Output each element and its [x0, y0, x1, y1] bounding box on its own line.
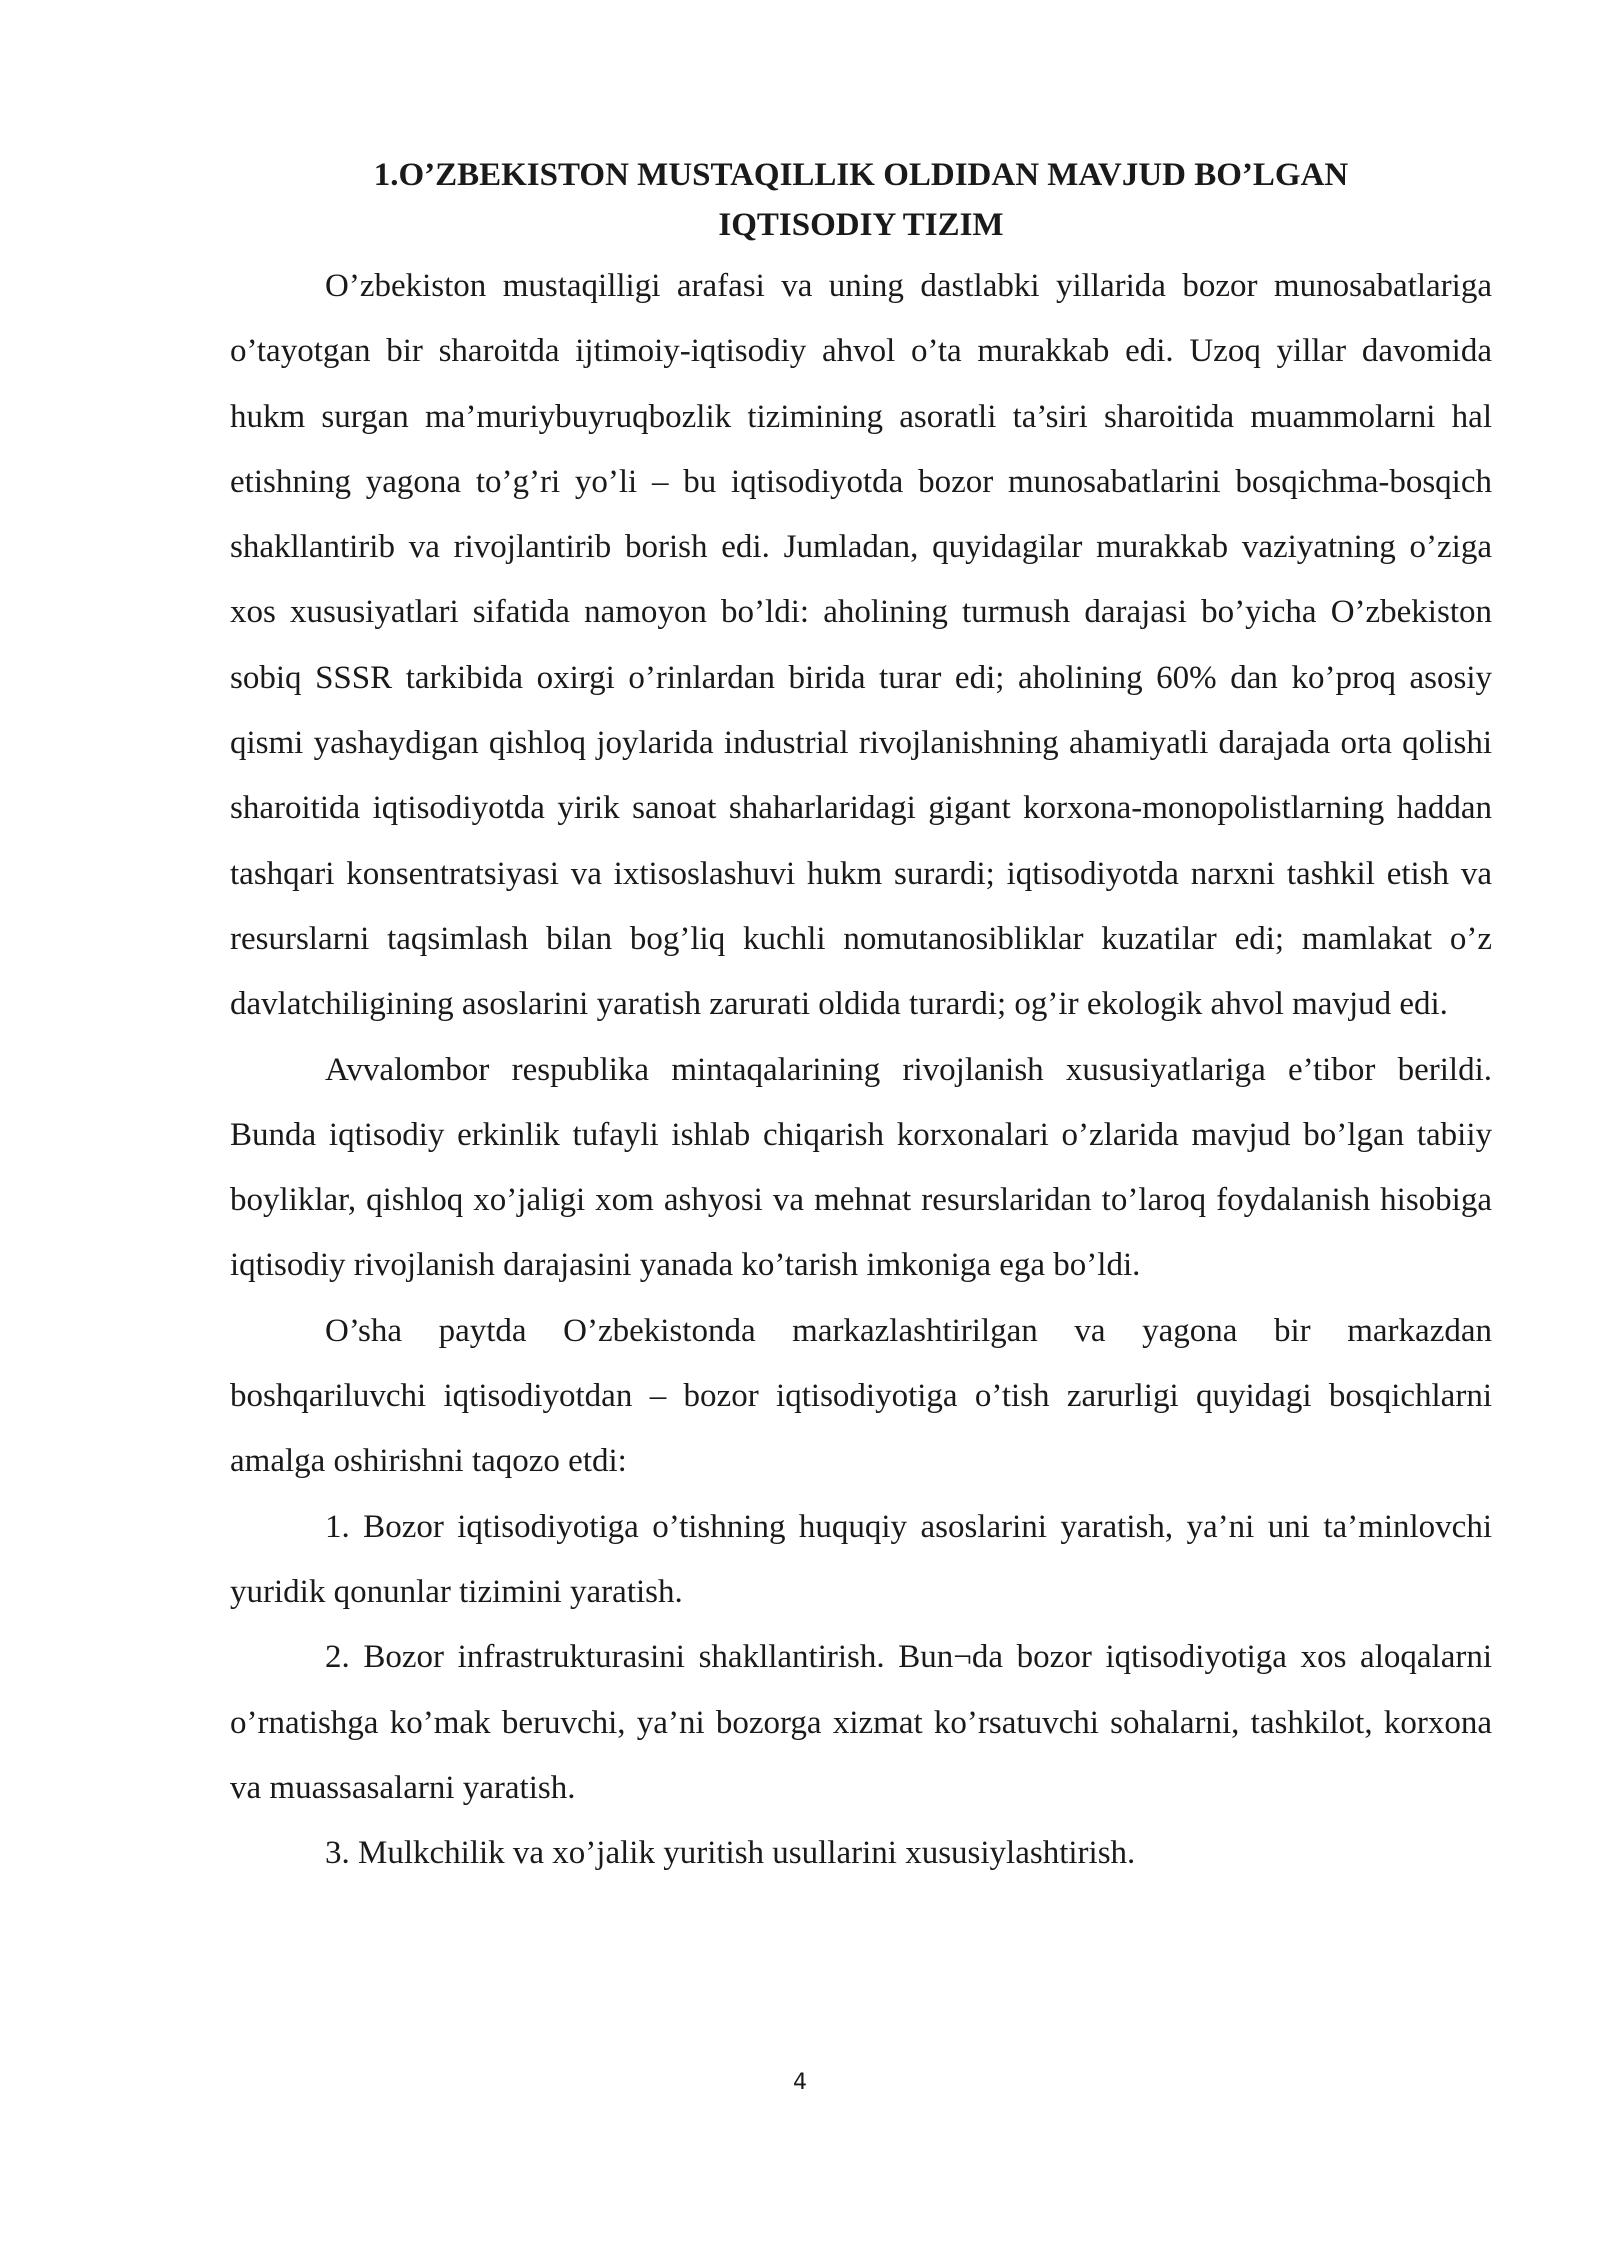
page-content: [230, 150, 1492, 1886]
list-item-3: 3. Mulkchilik va xo’jalik yuritish usullarini xususiylashtirish.: [325, 1835, 1136, 1872]
paragraph-3: O’sha paytda O’zbekistonda markazlashtirilgan va yagona bir markazdan boshqariluvchi iqtisodiyotdan – bozor iqtisodiyotiga o’tish zarurligi quyidagi bosqichlarni amalga oshirishni taqozo etdi:: [230, 1312, 1492, 1480]
paragraph-1: O’zbekiston mustaqilligi arafasi va uning dastlabki yillarida bozor munosabatlariga o’tayotgan bir sharoitda ijtimoiy-iqtisodiy ahvol o’ta murakkab edi. Uzoq yillar davomida hukm surgan ma’muriybuyruqbozlik tizimining asoratli ta’siri sharoitida muammolarni hal etishning yagona to’g’ri yo’li – bu iqtisodiyotda bozor munosabatlarini bosqichma-bosqich shakllantirib va rivojlantirib borish edi. Jumladan, quyidagilar murakkab vaziyatning o’ziga xos xususiyatlari sifatida namoyon bo’ldi: aholining turmush darajasi bo’yicha O’zbekiston sobiq SSSR tarkibida oxirgi o’rinlardan birida turar edi; aholining 60% dan ko’proq asosiy qismi yashaydigan qishloq joylarida industrial rivojlanishning ahamiyatli darajada orta qolishi sharoitida iqtisodiyotda yirik sanoat shaharlaridagi gigant korxona-monopolistlarning haddan tashqari konsentratsiyasi va ixtisoslashuvi hukm surardi; iqtisodiyotda narxni tashkil etish va resurslarni taqsimlash bilan bog’liq kuchli nomutanosibliklar kuzatilar edi; mamlakat o’z davlatchiligining asoslarini yaratish zarurati oldida turardi; og’ir ekologik ahvol mavjud edi.: [230, 268, 1492, 1023]
section-title: [230, 150, 1492, 250]
section-title-line-1: 1.O’ZBEKISTON MUSTAQILLIK OLDIDAN MAVJUD BO’LGAN: [373, 157, 1349, 193]
list-item-2: 2. Bozor infrastrukturasini shakllantirish. Bun¬da bozor iqtisodiyotiga xos aloqalarni o’rnatishga ko’mak beruvchi, ya’ni bozorga xizmat ko’rsatuvchi sohalarni, tashkilot, korxona va muassasalarni yaratish.: [230, 1639, 1492, 1806]
page-number: 4: [793, 2070, 807, 2095]
section-title-line-2: IQTISODIY TIZIM: [718, 207, 1004, 243]
list-item-1: 1. Bozor iqtisodiyotiga o’tishning huquqiy asoslarini yaratish, ya’ni uni ta’minlovchi yuridik qonunlar tizimini yaratish.: [230, 1508, 1492, 1610]
paragraph-2: Avvalombor respublika mintaqalarining rivojlanish xususiyatlariga e’tibor berildi. Bunda iqtisodiy erkinlik tufayli ishlab chiqarish korxonalari o’zlarida mavjud bo’lgan tabiiy boyliklar, qishloq xo’jaligi xom ashyosi va mehnat resurslaridan to’laroq foydalanish hisobiga iqtisodiy rivojlanish darajasini yanada ko’tarish imkoniga ega bo’ldi.: [230, 1051, 1492, 1284]
